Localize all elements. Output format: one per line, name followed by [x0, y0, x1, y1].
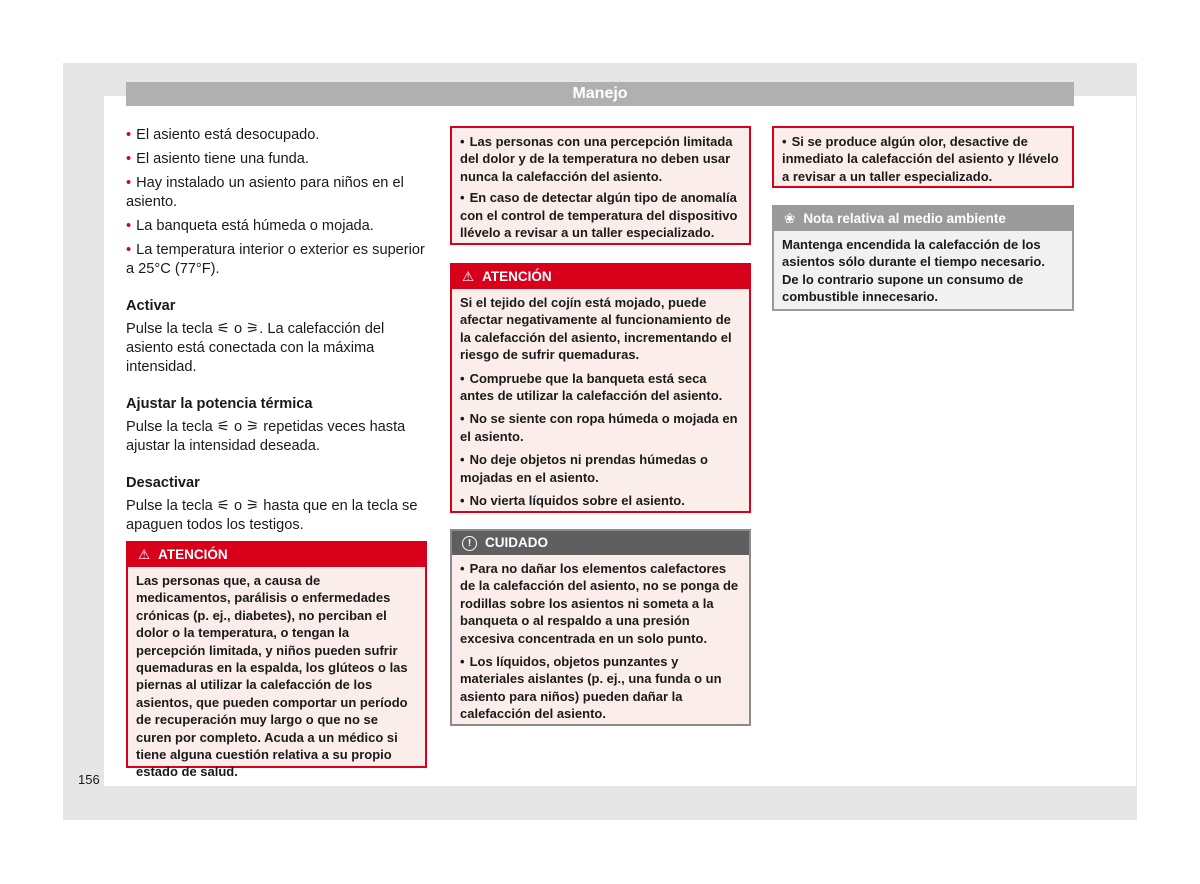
desactivar-text: Pulse la tecla ⚟ o ⚞ hasta que en la tecla se apaguen todos los testigos.	[126, 498, 418, 533]
caution-header	[452, 531, 749, 555]
warning-label: ATENCIÓN	[482, 269, 552, 284]
warning-box-burns	[126, 541, 427, 780]
environment-label: Nota relativa al medio ambiente	[803, 211, 1006, 226]
desactivar-heading: Desactivar	[126, 475, 200, 491]
caution-item: • Para no dañar los elementos calefactores de la calefacción del asiento, no se ponga de rodillas sobre los asientos ni someta a la banqueta o al respaldo a una presión excesiva concentrada en un solo punto.	[460, 560, 741, 647]
condition-item: • El asiento está desocupado.	[126, 126, 426, 145]
exclamation-circle-icon: !	[462, 536, 477, 551]
flower-icon: ❀	[784, 211, 796, 226]
condition-item: • La temperatura interior o exterior es superior a 25°C (77°F).	[126, 241, 426, 279]
caution-box	[450, 529, 751, 726]
warning-item: • Compruebe que la banqueta está seca antes de utilizar la calefacción del asiento.	[460, 370, 741, 405]
environment-text: Mantenga encendida la calefacción de los asientos sólo durante el tiempo necesario. De lo contrario supone un consumo de combustible innecesario.	[782, 237, 1045, 305]
condition-item: • La banqueta está húmeda o mojada.	[126, 217, 426, 236]
caution-item: • Los líquidos, objetos punzantes y materiales aislantes (p. ej., una funda o un asiento para niños) pueden dañar la calefacción del asiento.	[460, 653, 741, 723]
warning-text: Las personas que, a causa de medicamentos, parálisis o enfermedades crónicas (p. ej., diabetes), no perciban el dolor o la temperatura, o tengan la percepción limitada, y niños pueden sufrir quemaduras en la espalda, los glúteos o las piernas al utilizar la calefacción de los asientos, que pueden comportar un período de recuperación muy largo o que no se curen por completo. Acuda a un médico si tiene alguna cuestión relativa a su propio estado de salud.	[136, 573, 408, 780]
warning-item: • No se siente con ropa húmeda o mojada en el asiento.	[460, 410, 741, 445]
condition-item: • El asiento tiene una funda.	[126, 150, 426, 169]
warning-label: ATENCIÓN	[158, 547, 228, 562]
column-1	[126, 126, 426, 535]
condition-item: • Hay instalado un asiento para niños en el asiento.	[126, 174, 426, 212]
ajustar-text: Pulse la tecla ⚟ o ⚞ repetidas veces hasta ajustar la intensidad deseada.	[126, 419, 406, 454]
warning-box-continued	[450, 126, 751, 245]
activar-heading: Activar	[126, 298, 176, 314]
section-title: Manejo	[572, 85, 628, 102]
warning-header	[452, 265, 749, 289]
warning-triangle-icon: ⚠	[138, 547, 151, 562]
warning-item: • Las personas con una percepción limitada del dolor y de la temperatura no deben usar nunca la calefacción del asiento.	[460, 133, 741, 185]
warning-item: • No vierta líquidos sobre el asiento.	[460, 492, 741, 509]
environment-note-box	[772, 205, 1074, 311]
environment-header	[774, 207, 1072, 231]
warning-intro: Si el tejido del cojín está mojado, puede afectar negativamente al funcionamiento de la calefacción del asiento, incrementando el riesgo de sufrir quemaduras.	[460, 295, 732, 363]
warning-triangle-icon: ⚠	[462, 269, 475, 284]
ajustar-heading: Ajustar la potencia térmica	[126, 396, 313, 412]
warning-header	[128, 543, 425, 567]
caution-label: CUIDADO	[485, 535, 548, 550]
activar-text: Pulse la tecla ⚟ o ⚞. La calefacción del asiento está conectada con la máxima intensidad.	[126, 321, 385, 375]
section-header	[126, 82, 1074, 106]
warning-item: • En caso de detectar algún tipo de anomalía con el control de temperatura del dispositivo llévelo a revisar a un taller especializado.	[460, 189, 741, 241]
page-number: 156	[78, 772, 100, 787]
warning-item: • No deje objetos ni prendas húmedas o mojadas en el asiento.	[460, 451, 741, 486]
warning-item: • Si se produce algún olor, desactive de inmediato la calefacción del asiento y llévelo a revisar a un taller especializado.	[782, 133, 1064, 185]
warning-box-odor	[772, 126, 1074, 188]
warning-box-wet-cushion	[450, 263, 751, 513]
